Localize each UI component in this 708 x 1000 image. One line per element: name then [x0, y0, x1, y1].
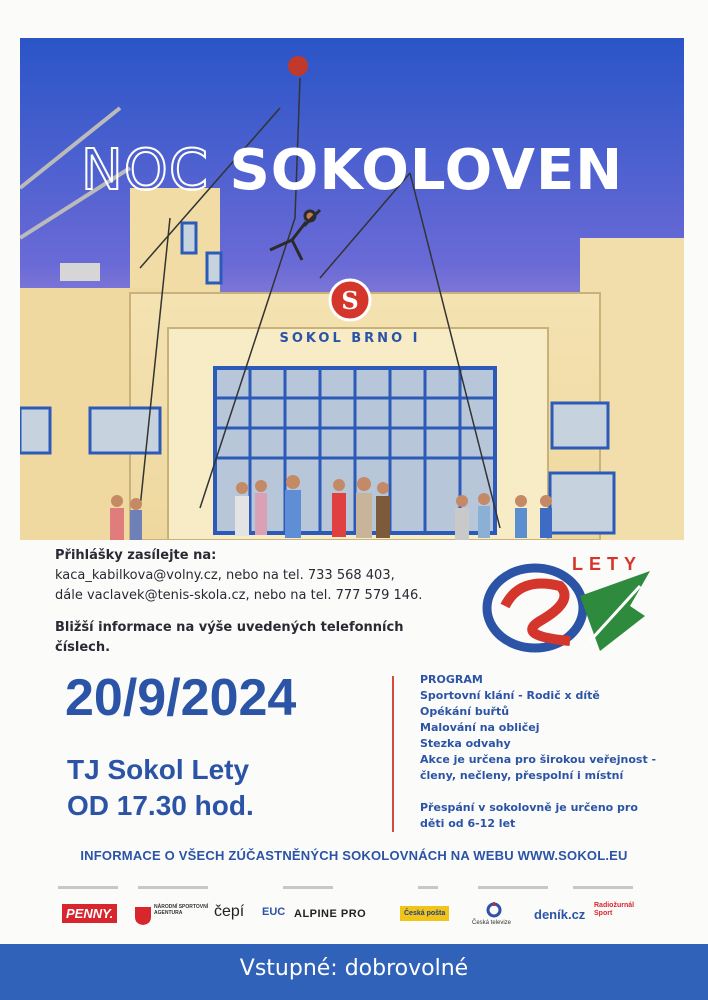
program-item: Opékání buřtů [420, 705, 510, 718]
euc-logo: EUC [262, 906, 286, 918]
divider-line [392, 676, 394, 832]
logo-text: LETY [572, 554, 643, 574]
sponsor-caption-line [283, 886, 333, 889]
denik-logo: deník.cz [534, 907, 586, 922]
sokol-lety-logo [480, 546, 660, 656]
sponsor-caption-line [478, 886, 548, 889]
title-outline: NOC [80, 138, 209, 203]
program-block [420, 672, 680, 832]
program-heading: PROGRAM [420, 673, 483, 686]
ceska-posta-logo: Česká pošta [400, 906, 449, 921]
hero-illustration [20, 38, 684, 540]
sponsor-caption-line [573, 886, 633, 889]
sponsor-strip [58, 886, 678, 934]
cepi-logo: čepí [214, 903, 245, 920]
club-name: TJ Sokol Lety [67, 754, 250, 785]
rozhlas-logo [594, 902, 634, 918]
contact-more-info: Bližší informace na výše uvedených telefonních číslech. [55, 620, 404, 655]
program-item: Sportovní klání - Rodič x dítě [420, 689, 600, 702]
sponsor-caption-line [58, 886, 118, 889]
contact-block [55, 546, 435, 658]
program-note-1: Přespání v sokolovně je určeno pro [420, 801, 638, 814]
contact-line-2: dále vaclavek@tenis-skola.cz, nebo na tel. 777 579 146. [55, 588, 423, 603]
admission-banner: Vstupné: dobrovolné [0, 944, 708, 1000]
event-time: OD 17.30 hod. [67, 790, 254, 821]
event-date: 20/9/2024 [65, 669, 297, 727]
svg-text:S: S [341, 286, 359, 315]
program-note-2: děti od 6-12 let [420, 817, 516, 830]
sponsor-caption-line [418, 886, 438, 889]
ct-logo-label: Česká televize [472, 920, 512, 926]
contact-heading: Přihlášky zasílejte na: [55, 548, 217, 563]
sokolovna-drawing [20, 38, 684, 540]
event-location [67, 752, 254, 824]
program-item: Akce je určena pro širokou veřejnost - [420, 753, 657, 766]
rozhlas-line-1: Radiožurnál [594, 902, 635, 909]
building-sign: SOKOL BRNO I [279, 331, 421, 346]
title-solid: SOKOLOVEN [229, 138, 624, 203]
info-line: INFORMACE O VŠECH ZÚČASTNĚNÝCH SOKOLOVNÁCH NA WEBU WWW.SOKOL.EU [80, 848, 628, 863]
penny-logo: PENNY. [62, 904, 117, 923]
ct-logo-icon [486, 902, 502, 918]
sponsor-caption-line [138, 886, 208, 889]
rozhlas-line-2: Sport [594, 910, 613, 917]
alpine-pro-logo: ALPINE PRO [294, 908, 367, 920]
poster-title [20, 138, 684, 203]
program-item: členy, nečleny, přespolní i místní [420, 769, 624, 782]
logo-graphic [480, 546, 660, 656]
contact-line-1: kaca_kabilkova@volny.cz, nebo na tel. 733 568 403, [55, 568, 395, 583]
nsa-emblem-icon [134, 906, 152, 924]
program-item: Malování na obličej [420, 721, 540, 734]
nsa-logo: NÁRODNÍ SPORTOVNÍ AGENTURA [154, 904, 209, 916]
program-item: Stezka odvahy [420, 737, 511, 750]
